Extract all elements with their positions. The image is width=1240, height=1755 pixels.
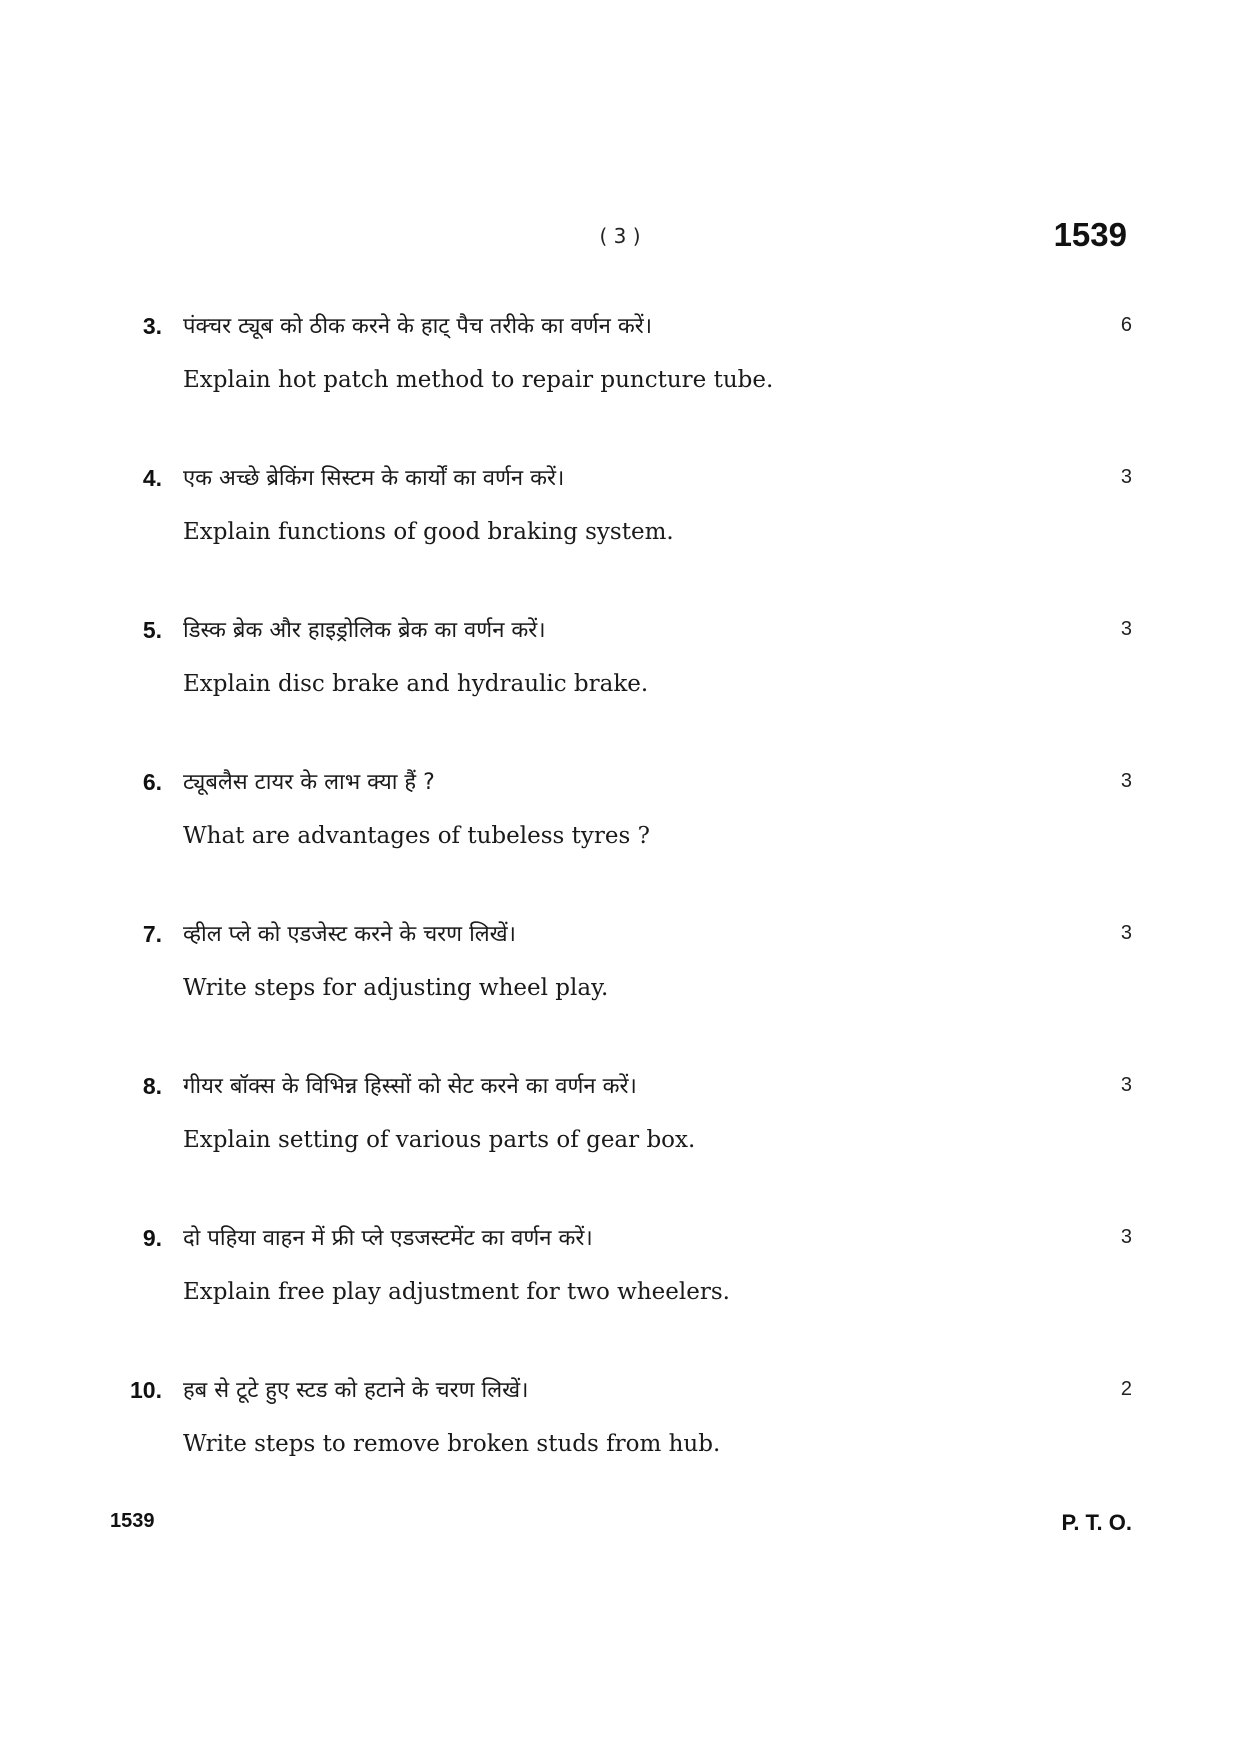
question-number: 5. [142, 617, 162, 643]
question-5 [0, 614, 1240, 766]
question-text-hindi: डिस्क ब्रेक और हाइड्रोलिक ब्रेक का वर्णन करें। [183, 618, 546, 643]
question-3 [0, 310, 1240, 462]
question-4 [0, 462, 1240, 614]
question-text-english: Explain setting of various parts of gear box. [183, 1127, 696, 1153]
question-text-english: Explain free play adjustment for two wheelers. [183, 1279, 730, 1305]
question-10 [0, 1374, 1240, 1526]
question-marks: 3 [1120, 618, 1132, 640]
question-marks: 6 [1120, 314, 1132, 336]
question-list [0, 310, 1240, 1526]
question-marks: 2 [1120, 1378, 1132, 1400]
question-text-hindi: ट्यूबलैस टायर के लाभ क्या हैं ? [183, 770, 435, 795]
question-text-english: What are advantages of tubeless tyres ? [183, 823, 650, 849]
question-text-hindi: पंक्चर ट्यूब को ठीक करने के हाट् पैच तरीके का वर्णन करें। [183, 314, 653, 339]
question-number: 4. [142, 465, 162, 491]
question-9 [0, 1222, 1240, 1374]
paper-code-header: 1539 [1053, 216, 1127, 253]
question-8 [0, 1070, 1240, 1222]
question-number: 9. [142, 1225, 162, 1251]
question-text-english: Explain hot patch method to repair puncture tube. [183, 367, 774, 393]
question-text-hindi: एक अच्छे ब्रेकिंग सिस्टम के कार्यों का वर्णन करें। [183, 466, 565, 491]
question-text-hindi: व्हील प्ले को एडजेस्ट करने के चरण लिखें। [183, 922, 517, 947]
question-number: 6. [142, 769, 162, 795]
question-marks: 3 [1120, 922, 1132, 944]
question-number: 10. [130, 1377, 162, 1403]
question-marks: 3 [1120, 1074, 1132, 1096]
question-text-english: Write steps for adjusting wheel play. [183, 975, 609, 1001]
question-marks: 3 [1120, 466, 1132, 488]
question-marks: 3 [1120, 770, 1132, 792]
question-text-hindi: दो पहिया वाहन में फ्री प्ले एडजस्टमेंट का वर्णन करें। [183, 1226, 593, 1251]
question-number: 7. [142, 921, 162, 947]
question-text-hindi: हब से टूटे हुए स्टड को हटाने के चरण लिखें। [183, 1378, 529, 1403]
question-text-english: Explain functions of good braking system. [183, 519, 674, 545]
question-marks: 3 [1120, 1226, 1132, 1248]
question-text-english: Explain disc brake and hydraulic brake. [183, 671, 649, 697]
paper-code-footer: 1539 [110, 1510, 155, 1532]
question-number: 3. [142, 313, 162, 339]
question-6 [0, 766, 1240, 918]
pto-label: P. T. O. [1061, 1510, 1132, 1535]
page-number: ( 3 ) [599, 224, 641, 248]
question-text-hindi: गीयर बॉक्स के विभिन्न हिस्सों को सेट करने का वर्णन करें। [183, 1074, 637, 1099]
question-number: 8. [142, 1073, 162, 1099]
question-text-english: Write steps to remove broken studs from hub. [183, 1431, 721, 1457]
question-7 [0, 918, 1240, 1070]
